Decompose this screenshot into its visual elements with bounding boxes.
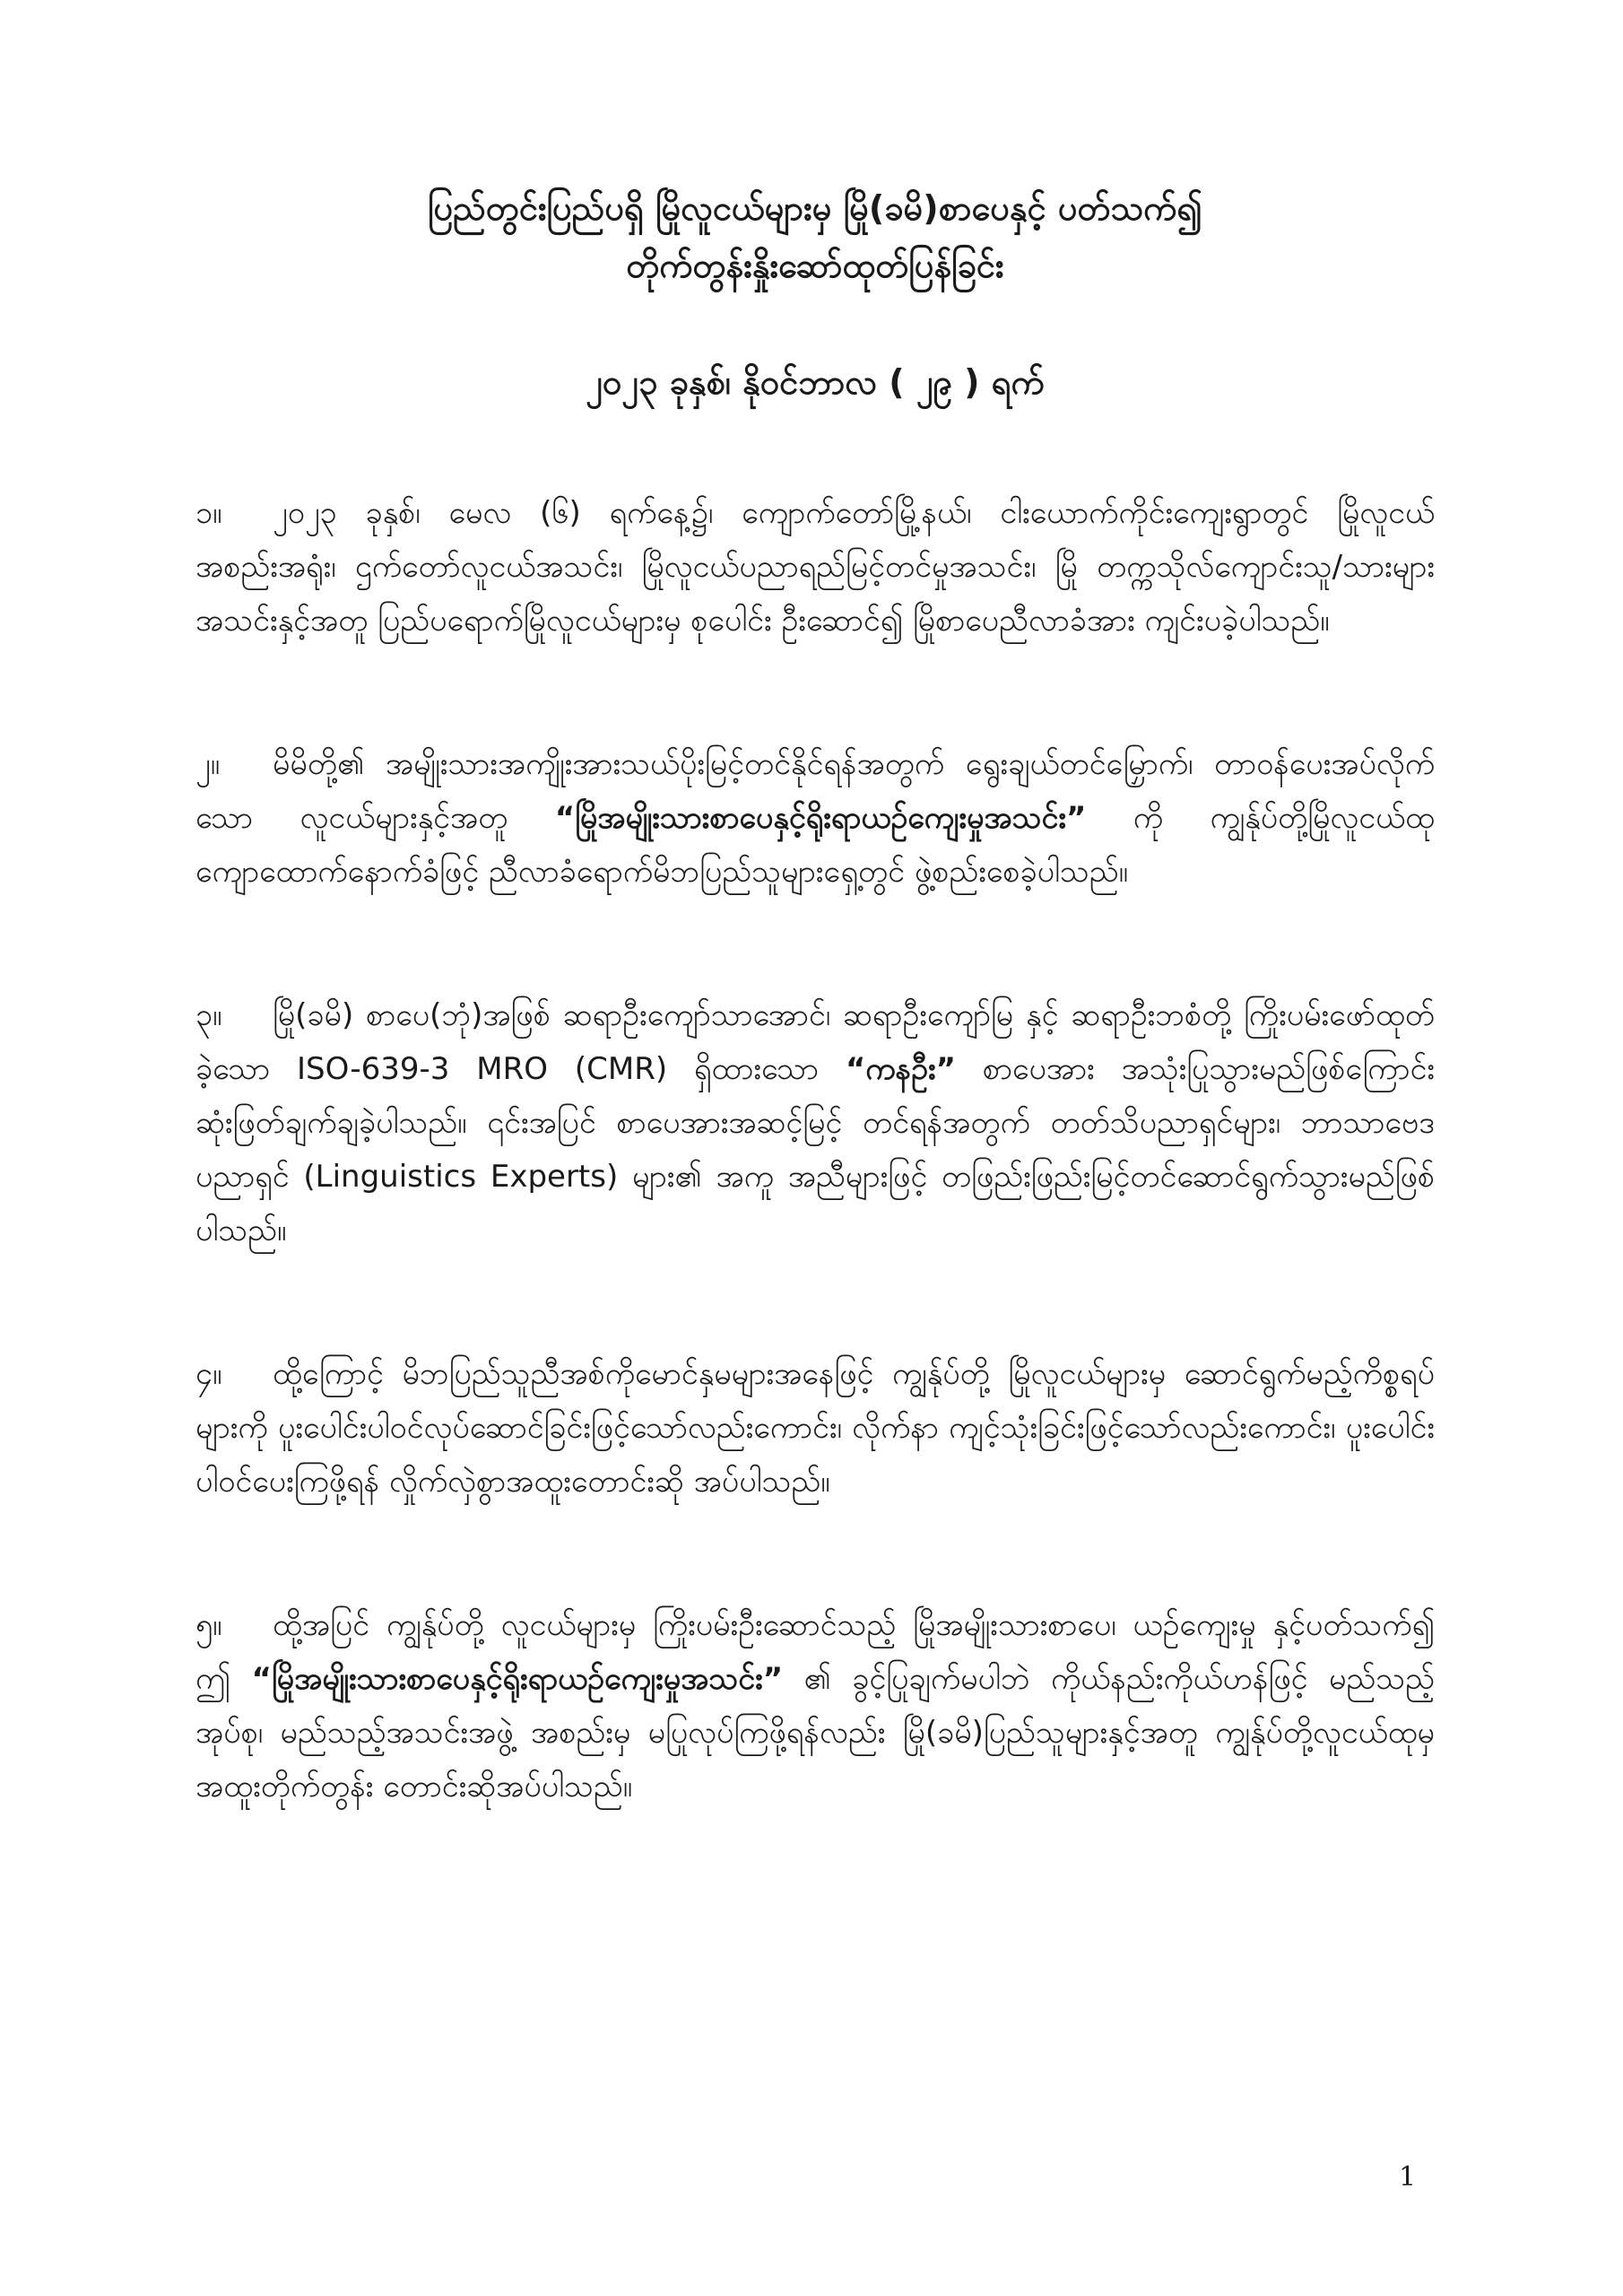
paragraph-1 xyxy=(195,486,1435,648)
paragraph-text: ၏ ခွင့်ပြုချက်မပါဘဲ ကိုယ်နည်းကိုယ်ဟန်ဖြင့် မည်သည့်အုပ်စု၊ မည်သည့်အသင်းအဖွဲ့ အစည်းမှ မပြုလုပ်ကြဖို့ရန်လည်း မြို(ခမိ)ပြည်သူများနှင့်အတူ ကျွန်ုပ်တို့လူငယ်ထုမှ အထူးတိုက်တွန်း တောင်းဆိုအပ်ပါသည်။ xyxy=(195,1661,1435,1805)
paragraph-number: ၂။ xyxy=(195,746,220,782)
paragraph-2 xyxy=(195,737,1435,899)
title-line-1: ပြည်တွင်းပြည်ပရှိ မြိုလူငယ်များမှ မြို(ခမိ)စာပေနှင့် ပတ်သက်၍ xyxy=(428,188,1202,228)
association-name: “မြိုအမျိုးသားစာပေနှင့်ရိုးရာယဉ်ကျေးမှုအသင်း” xyxy=(251,1661,784,1697)
title-line-2: တိုက်တွန်းနှိုးဆော်ထုတ်ပြန်ခြင်း xyxy=(626,246,1004,285)
paragraph-3 xyxy=(195,988,1435,1257)
association-name: “မြိုအမျိုးသားစာပေနှင့်ရိုးရာယဉ်ကျေးမှုအသင်း” xyxy=(554,800,1087,836)
paragraph-text: ကို ကျွန်ုပ်တို့မြိုလူငယ်ထု ကျောထောက်နောက်ခံဖြင့် ညီလာခံရောက်မိဘပြည်သူများရှေ့တွင် ဖွဲ့စည်းစေခဲ့ပါသည်။ xyxy=(195,800,1435,890)
paragraph-text: ထို့အပြင် ကျွန်ုပ်တို့ လူငယ်များမှ ကြိုးပမ်းဦးဆောင်သည့် မြိုအမျိုးသားစာပေ၊ ယဉ်ကျေးမှု နှင့်ပတ်သက်၍ ဤ xyxy=(195,1607,1435,1697)
paragraph-text: မိမိတို့၏ အမျိုးသားအကျိုးအားသယ်ပိုးမြင့်တင်နိုင်ရန်အတွက် ရွေးချယ်တင်မြှောက်၊ တာဝန်ပေးအပ်လိုက်သော လူငယ်များနှင့်အတူ xyxy=(195,746,1435,836)
paragraph-number: ၅။ xyxy=(195,1607,222,1643)
paragraph-text: စာပေအား အသုံးပြုသွားမည်ဖြစ်ကြောင်း ဆုံးဖြတ်ချက်ချခဲ့ပါသည်။ ၎င်းအပြင် စာပေအားအဆင့်မြင့် တင်ရန်အတွက် တတ်သိပညာရှင်များ၊ ဘာသာဗေဒပညာရှင် (Linguistics Experts) များ၏ အကူ အညီများဖြင့် တဖြည်းဖြည်းမြင့်တင်ဆောင်ရွက်သွားမည်ဖြစ်ပါသည်။ xyxy=(195,1051,1436,1248)
paragraph-4 xyxy=(195,1347,1435,1509)
paragraph-5 xyxy=(195,1598,1435,1813)
paragraph-number: ၃။ xyxy=(195,997,222,1033)
paragraph-text: ၂၀၂၃ ခုနှစ်၊ မေလ (၆) ရက်နေ့၌၊ ကျောက်တော်မြို့နယ်၊ ငါးယောက်ကိုင်းကျေးရွာတွင် မြိုလူငယ်အစည်းအရုံး၊ ဌက်တော်လူငယ်အသင်း၊ မြိုလူငယ်ပညာရည်မြင့်တင်မှုအသင်း၊ မြို တက္ကသိုလ်ကျောင်းသူ/သားများအသင်းနှင့်အတူ ပြည်ပရောက်မြိုလူငယ်များမှ စုပေါင်း ဦးဆောင်၍ မြိုစာပေညီလာခံအား ကျင်းပခဲ့ပါသည်။ xyxy=(195,495,1435,639)
paragraph-text: မြို(ခမိ) စာပေ(ဘုံ)အဖြစ် ဆရာဦးကျော်သာအောင်၊ ဆရာဦးကျော်မြ နှင့် ဆရာဦးဘစံတို့ ကြိုးပမ်းဖော်ထုတ်ခဲ့သော ISO-639-3 MRO (CMR) ရှိထားသော xyxy=(195,997,1435,1087)
paragraph-number: ၁။ xyxy=(195,495,222,531)
document-date: ၂၀၂၃ ခုနှစ်၊ နိုဝင်ဘာလ ( ၂၉ ) ရက် xyxy=(586,362,1045,402)
document-title xyxy=(195,179,1435,294)
paragraph-text: ထို့ကြောင့် မိဘပြည်သူညီအစ်ကိုမောင်နှမများအနေဖြင့် ကျွန်ုပ်တို့ မြိုလူငယ်များမှ ဆောင်ရွက်မည့်ကိစ္စရပ်များကို ပူးပေါင်းပါဝင်လုပ်ဆောင်ခြင်းဖြင့်သော်လည်းကောင်း၊ လိုက်နာ ကျင့်သုံးခြင်းဖြင့်သော်လည်းကောင်း၊ ပူးပေါင်းပါဝင်ပေးကြဖို့ရန် လှိုက်လှဲစွာအထူးတောင်းဆို အပ်ပါသည်။ xyxy=(195,1356,1435,1500)
script-name: “ကနဦး” xyxy=(845,1051,956,1087)
page-number: 1 xyxy=(1399,2161,1417,2193)
paragraph-number: ၄။ xyxy=(195,1356,222,1392)
